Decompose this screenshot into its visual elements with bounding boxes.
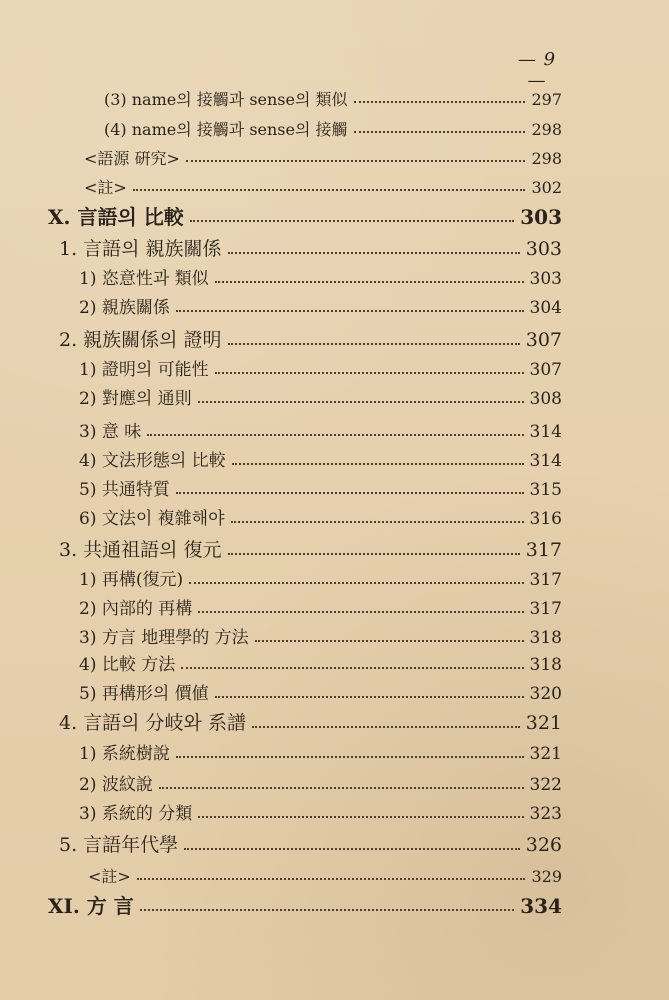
toc-entry-label: 5) 共通特質 [79, 480, 170, 500]
toc-entry-page: 323 [529, 804, 562, 824]
toc-entry-label: 2) 親族關係 [79, 298, 170, 318]
toc-entry [59, 536, 562, 560]
toc-entry-page: 307 [525, 329, 562, 351]
dot-leader [198, 816, 523, 818]
dot-leader [228, 343, 520, 345]
dot-leader [176, 310, 524, 312]
toc-entry-label: 5) 再構形의 價値 [79, 684, 209, 704]
toc-entry-label: 2. 親族關係의 證明 [59, 329, 222, 351]
toc-entry [79, 799, 562, 823]
toc-entry [88, 861, 562, 885]
toc-entry [104, 114, 562, 138]
toc-entry-page: 304 [529, 298, 562, 318]
dot-leader [232, 463, 524, 465]
toc-entry-label: 1. 言語의 親族關係 [59, 238, 222, 260]
dot-leader [231, 521, 524, 523]
dot-leader [228, 553, 520, 555]
toc-entry [79, 293, 562, 317]
dot-leader [190, 220, 515, 222]
toc-entry [59, 831, 562, 855]
dot-leader [184, 848, 520, 850]
toc-entry-label: 6) 文法이 複雜해야 [79, 509, 225, 529]
toc-entry-page: 314 [529, 451, 562, 471]
page-number: — 9 — [517, 49, 557, 91]
toc-entry-label: 3) 意 味 [79, 422, 142, 442]
toc-entry [79, 594, 562, 618]
dot-leader [215, 372, 524, 374]
dot-leader [189, 582, 523, 584]
toc-entry-label: 2) 波紋說 [79, 775, 153, 795]
toc-entry-page: 322 [529, 775, 562, 795]
dot-leader [137, 878, 526, 880]
toc-entry-page: 334 [520, 894, 562, 918]
toc-entry-label: 3) 方言 地理學的 方法 [79, 628, 249, 648]
toc-entry-page: 302 [531, 178, 562, 197]
toc-entry-page: 317 [525, 539, 562, 561]
toc-entry-label: 3) 系統的 分類 [79, 804, 193, 824]
toc-entry-label: 2) 對應의 通則 [79, 389, 192, 409]
toc-entry-label: 5. 言語年代學 [59, 834, 179, 856]
toc-entry-page: 320 [529, 684, 562, 704]
toc-entry-label: XI. 方 言 [48, 894, 134, 918]
toc-entry-label: 4. 言語의 分岐와 系譜 [59, 712, 246, 734]
toc-entry-page: 318 [529, 655, 562, 675]
toc-entry-page: 315 [529, 480, 562, 500]
toc-entry-label: 1) 證明의 可能性 [79, 360, 209, 380]
toc-entry [79, 623, 562, 647]
toc-entry-label: 2) 內部的 再構 [79, 599, 193, 619]
toc-entry [79, 384, 562, 408]
toc-entry-label: 1) 系統樹說 [79, 744, 170, 764]
toc-entry [79, 264, 562, 288]
toc-entry-page: 303 [520, 205, 562, 229]
toc-entry-label: X. 言語의 比較 [48, 205, 184, 229]
toc-entry [79, 565, 562, 589]
toc-entry-page: 314 [529, 422, 562, 442]
toc-entry-page: 318 [529, 628, 562, 648]
toc-entry-label: 4) 比較 方法 [79, 655, 176, 675]
dot-leader [252, 726, 520, 728]
toc-entry [104, 84, 562, 108]
toc-entry-label: <語源 硏究> [84, 149, 180, 168]
toc-entry-label: 1) 再構(復元) [79, 570, 184, 590]
toc-entry-label: <註> [88, 867, 131, 886]
dot-leader [159, 787, 524, 789]
toc-entry-page: 308 [529, 389, 562, 409]
dot-leader [198, 611, 523, 613]
dot-leader [176, 492, 524, 494]
dot-leader [354, 101, 526, 103]
toc-entry-label: 1) 恣意性과 類似 [79, 269, 209, 289]
toc-entry-label: (3) name의 接觸과 sense의 類似 [104, 90, 348, 109]
toc-entry [84, 143, 562, 167]
dot-leader [354, 131, 526, 133]
toc-entry-label: 3. 共通祖語의 復元 [59, 539, 222, 561]
dot-leader [133, 189, 526, 191]
toc-entry-page: 317 [529, 570, 562, 590]
toc-entry-label: 4) 文法形態의 比較 [79, 451, 226, 471]
toc-entry-page: 316 [529, 509, 562, 529]
toc-entry-page: 326 [525, 834, 562, 856]
toc-entry-label: <註> [84, 178, 127, 197]
toc-entry [79, 355, 562, 379]
dot-leader [215, 696, 524, 698]
dot-leader [255, 640, 524, 642]
dot-leader [215, 281, 524, 283]
toc-entry-page: 298 [531, 120, 562, 139]
dot-leader [228, 252, 520, 254]
toc-entry [48, 892, 562, 916]
dot-leader [198, 401, 524, 403]
toc-entry-page: 298 [531, 149, 562, 168]
toc-entry-label: (4) name의 接觸과 sense의 接觸 [104, 120, 348, 139]
toc-entry [79, 770, 562, 794]
toc-entry-page: 321 [529, 744, 562, 764]
toc-entry [79, 417, 562, 441]
dot-leader [181, 667, 523, 669]
toc-entry [48, 203, 562, 227]
toc-entry-page: 329 [531, 867, 562, 886]
toc-entry-page: 321 [525, 712, 562, 734]
dot-leader [140, 909, 514, 911]
toc-entry-page: 303 [525, 238, 562, 260]
toc-entry-page: 303 [529, 269, 562, 289]
toc-entry [59, 709, 562, 733]
toc-entry [84, 172, 562, 196]
toc-entry-page: 317 [529, 599, 562, 619]
toc-entry [79, 475, 562, 499]
toc-entry [79, 739, 562, 763]
toc-entry [79, 446, 562, 470]
dot-leader [147, 434, 523, 436]
toc-entry [59, 326, 562, 350]
toc-entry [59, 235, 562, 259]
toc-entry [79, 504, 562, 528]
toc-entry-page: 297 [531, 90, 562, 109]
toc-entry [79, 679, 562, 703]
dot-leader [186, 160, 526, 162]
toc-entry [79, 650, 562, 674]
toc-entry-page: 307 [529, 360, 562, 380]
dot-leader [176, 756, 524, 758]
